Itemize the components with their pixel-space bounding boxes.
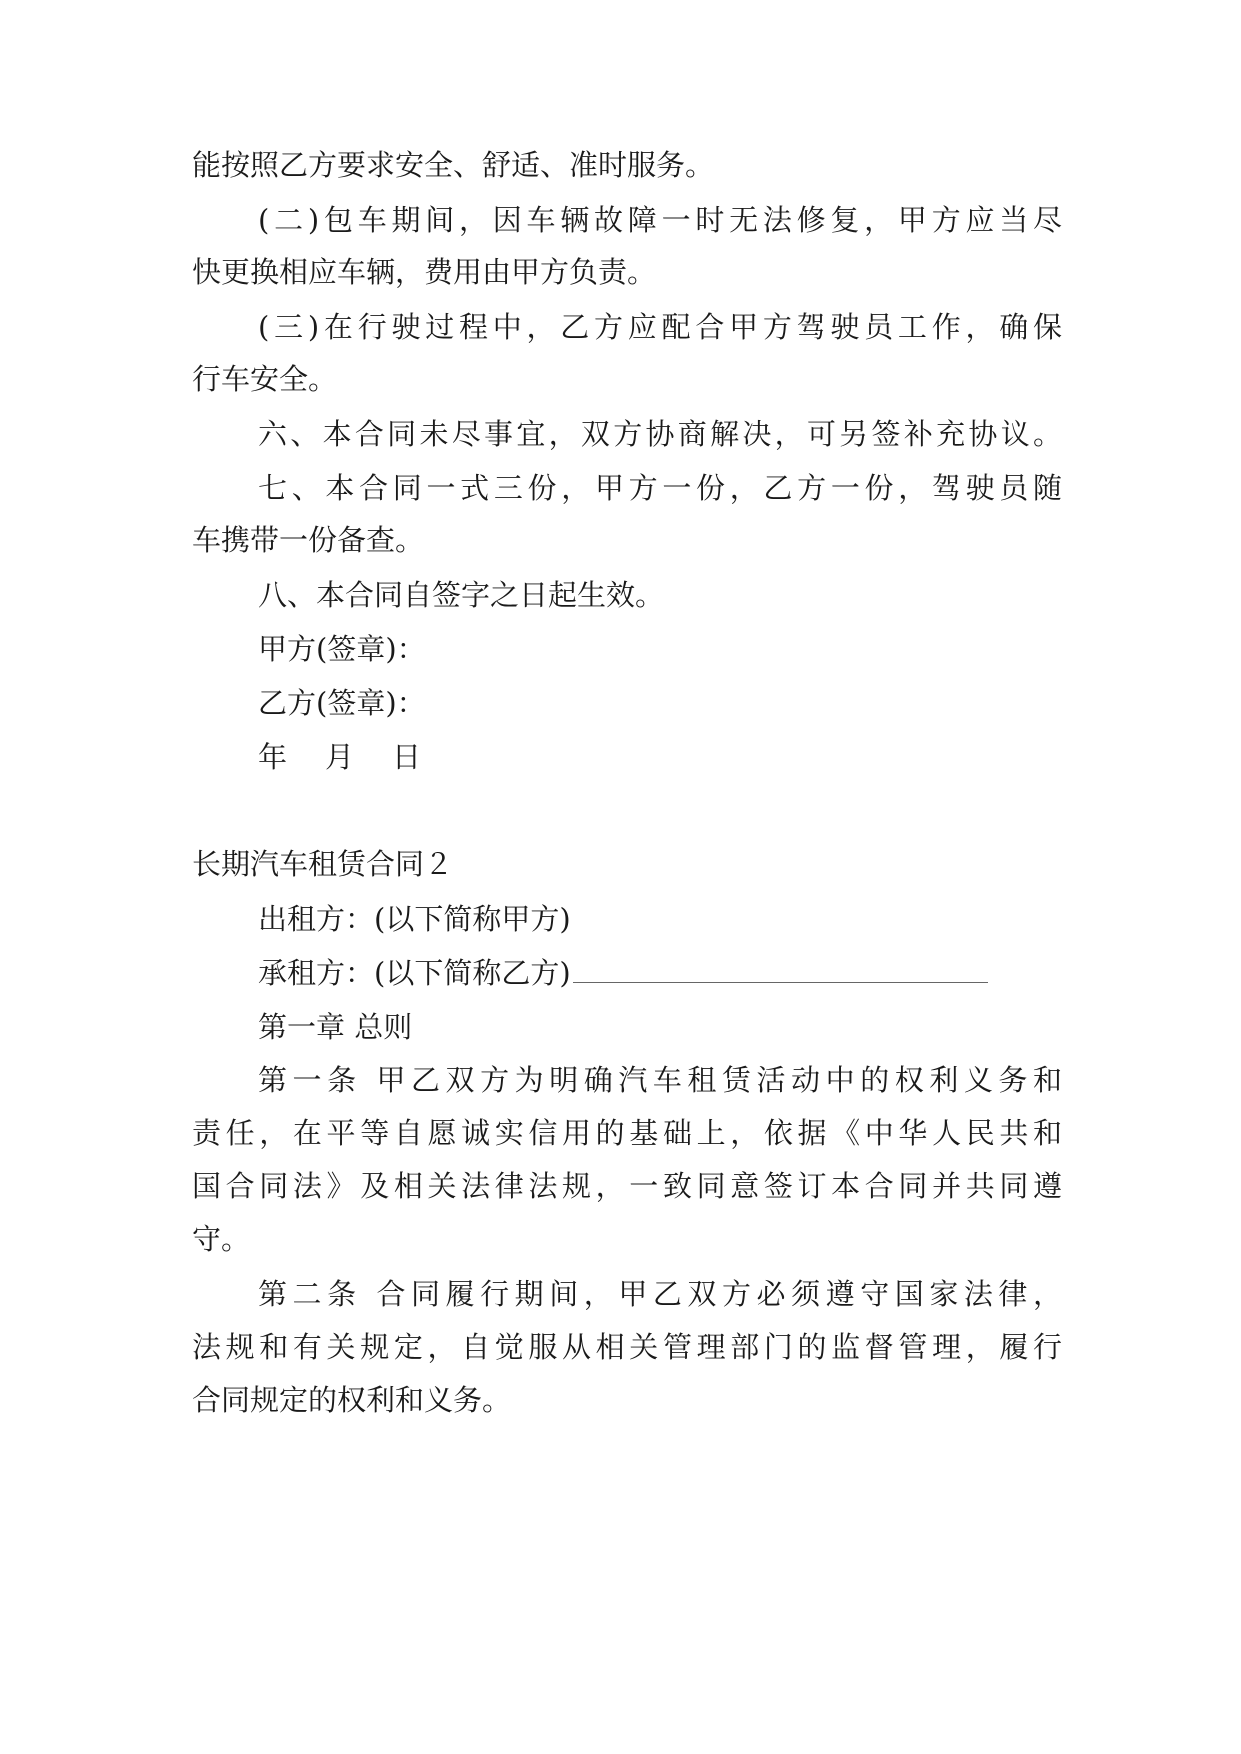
paragraph-line: 责任，在平等自愿诚实信用的基础上，依据《中华人民共和 xyxy=(192,1116,1062,1150)
date-year: 年 xyxy=(258,740,288,774)
paragraph-line: 七、本合同一式三份，甲方一份，乙方一份，驾驶员随 xyxy=(258,471,1062,505)
paragraph-line: 能按照乙方要求安全、舒适、准时服务。 xyxy=(192,148,715,182)
date-day: 日 xyxy=(392,740,422,774)
paragraph-line: 快更换相应车辆，费用由甲方负责。 xyxy=(192,255,657,289)
paragraph-line: 八、本合同自签字之日起生效。 xyxy=(258,578,665,612)
paragraph-line: (二)包车期间，因车辆故障一时无法修复，甲方应当尽 xyxy=(258,203,1062,237)
lessee-blank xyxy=(573,952,988,983)
paragraph-line: 六、本合同未尽事宜，双方协商解决，可另签补充协议。 xyxy=(258,417,1062,451)
paragraph-line: 合同规定的权利和义务。 xyxy=(192,1383,512,1417)
paragraph-line: 车携带一份备查。 xyxy=(192,523,425,557)
contract-title: 长期汽车租赁合同２ xyxy=(192,847,454,881)
paragraph-line: 第一条 甲乙双方为明确汽车租赁活动中的权利义务和 xyxy=(258,1063,1062,1097)
paragraph-line: 守。 xyxy=(192,1222,251,1256)
signature-party-b: 乙方(签章)： xyxy=(258,686,426,720)
paragraph-line: 法规和有关规定，自觉服从相关管理部门的监督管理，履行 xyxy=(192,1330,1062,1364)
paragraph-line: 第二条 合同履行期间，甲乙双方必须遵守国家法律， xyxy=(258,1277,1062,1311)
paragraph-line: (三)在行驶过程中，乙方应配合甲方驾驶员工作，确保 xyxy=(258,310,1062,344)
lessee-label: 承租方：(以下简称乙方) xyxy=(258,956,571,990)
chapter-heading: 第一章 总则 xyxy=(258,1010,413,1044)
lessee-line xyxy=(258,951,1062,995)
signature-party-a: 甲方(签章)： xyxy=(258,632,426,666)
date-line xyxy=(258,735,1062,779)
paragraph-line: 行车安全。 xyxy=(192,362,338,396)
paragraph-line: 国合同法》及相关法律法规，一致同意签订本合同并共同遵 xyxy=(192,1169,1062,1203)
date-month: 月 xyxy=(325,740,355,774)
lessor-line: 出租方：(以下简称甲方) xyxy=(258,902,571,936)
